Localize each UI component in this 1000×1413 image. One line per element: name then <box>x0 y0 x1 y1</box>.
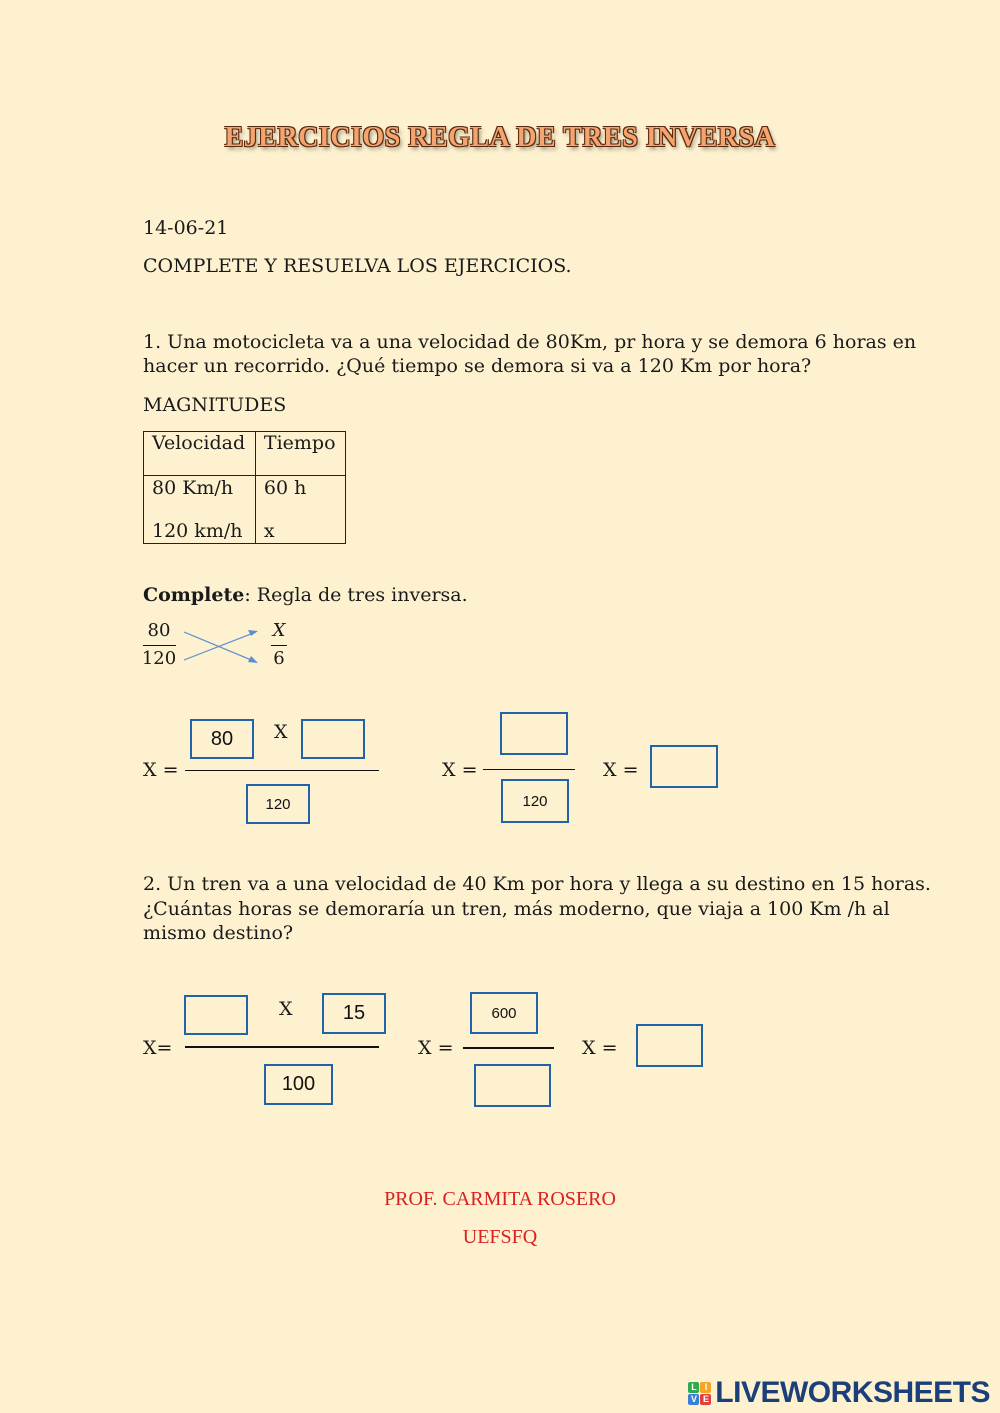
page-title: EJERCICIOS REGLA DE TRES INVERSA <box>224 122 776 153</box>
table-cell-velocidad-2: 120 km/h <box>152 520 243 542</box>
ex1-denominator-box[interactable]: 120 <box>246 784 310 824</box>
table-cell-velocidad-1: 80 Km/h <box>152 477 234 499</box>
cross-arrows-icon <box>180 624 264 668</box>
exercise1-statement-line2: hacer un recorrido. ¿Qué tiempo se demora si va a 120 Km por hora? <box>143 355 812 377</box>
ex2-x-equals-1: X= <box>143 1037 173 1059</box>
ex2-times-sign: X <box>279 998 293 1020</box>
ex1-numerator-box-1[interactable]: 80 <box>190 719 254 759</box>
ex2-answer-box[interactable] <box>636 1024 703 1067</box>
ex2-fraction-bar-1 <box>185 1046 379 1048</box>
proportion-left-bar <box>143 645 176 646</box>
liveworksheets-logo-icon: L I V E <box>688 1382 711 1405</box>
ex1-x-equals-1: X = <box>143 759 179 781</box>
table-cell-velocidad <box>144 476 256 544</box>
proportion-right-bar <box>271 645 287 646</box>
magnitudes-table <box>143 431 346 544</box>
liveworksheets-brand[interactable] <box>688 1376 990 1410</box>
ex2-result-numerator-box[interactable]: 600 <box>470 992 538 1034</box>
ex2-result-denominator-box[interactable] <box>474 1064 551 1107</box>
ex2-x-equals-3: X = <box>582 1037 618 1059</box>
complete-rest: : Regla de tres inversa. <box>244 584 468 606</box>
table-header-velocidad: Velocidad <box>144 432 256 476</box>
proportion-right-numerator: X <box>272 620 286 641</box>
ex1-answer-box[interactable] <box>650 745 718 788</box>
school-name: UEFSFQ <box>462 1226 538 1248</box>
ex1-numerator-box-2[interactable] <box>301 719 365 759</box>
table-cell-tiempo-1: 60 h <box>263 477 307 499</box>
ex2-denominator-box[interactable]: 100 <box>264 1064 333 1105</box>
proportion-left-denominator: 120 <box>141 648 177 669</box>
ex1-result-numerator-box[interactable] <box>500 712 568 755</box>
ex1-result-denominator-box[interactable]: 120 <box>501 779 569 823</box>
table-cell-tiempo <box>255 476 345 544</box>
ex2-x-equals-2: X = <box>418 1037 454 1059</box>
table-cell-tiempo-2: x <box>263 520 275 542</box>
proportion-right-denominator: 6 <box>273 648 285 669</box>
ex1-fraction-bar-2 <box>483 769 575 770</box>
date-text: 14-06-21 <box>143 217 229 239</box>
teacher-name: PROF. CARMITA ROSERO <box>384 1188 616 1210</box>
exercise2-statement-line2: ¿Cuántas horas se demoraría un tren, más moderno, que viaja a 100 Km /h al <box>143 898 890 920</box>
ex2-fraction-bar-2 <box>463 1047 554 1049</box>
ex1-times-sign: X <box>274 721 288 743</box>
ex1-x-equals-2: X = <box>442 759 478 781</box>
ex2-numerator-box-2[interactable]: 15 <box>322 993 386 1034</box>
table-header-tiempo: Tiempo <box>255 432 345 476</box>
exercise1-statement-line1: 1. Una motocicleta va a una velocidad de 80Km, pr hora y se demora 6 horas en <box>143 331 917 353</box>
ex1-fraction-bar-1 <box>185 770 379 771</box>
exercise2-statement-line1: 2. Un tren va a una velocidad de 40 Km por hora y llega a su destino en 15 horas. <box>143 873 931 895</box>
instruction-text: COMPLETE Y RESUELVA LOS EJERCICIOS. <box>143 255 572 277</box>
ex1-x-equals-3: X = <box>603 759 639 781</box>
complete-bold: Complete <box>143 584 245 606</box>
ex2-numerator-box-1[interactable] <box>184 995 248 1035</box>
proportion-left-numerator: 80 <box>147 620 171 641</box>
magnitudes-label: MAGNITUDES <box>143 394 287 416</box>
exercise2-statement-line3: mismo destino? <box>143 922 294 944</box>
complete-instruction <box>143 583 468 607</box>
liveworksheets-wordmark: LIVEWORKSHEETS <box>715 1376 990 1409</box>
